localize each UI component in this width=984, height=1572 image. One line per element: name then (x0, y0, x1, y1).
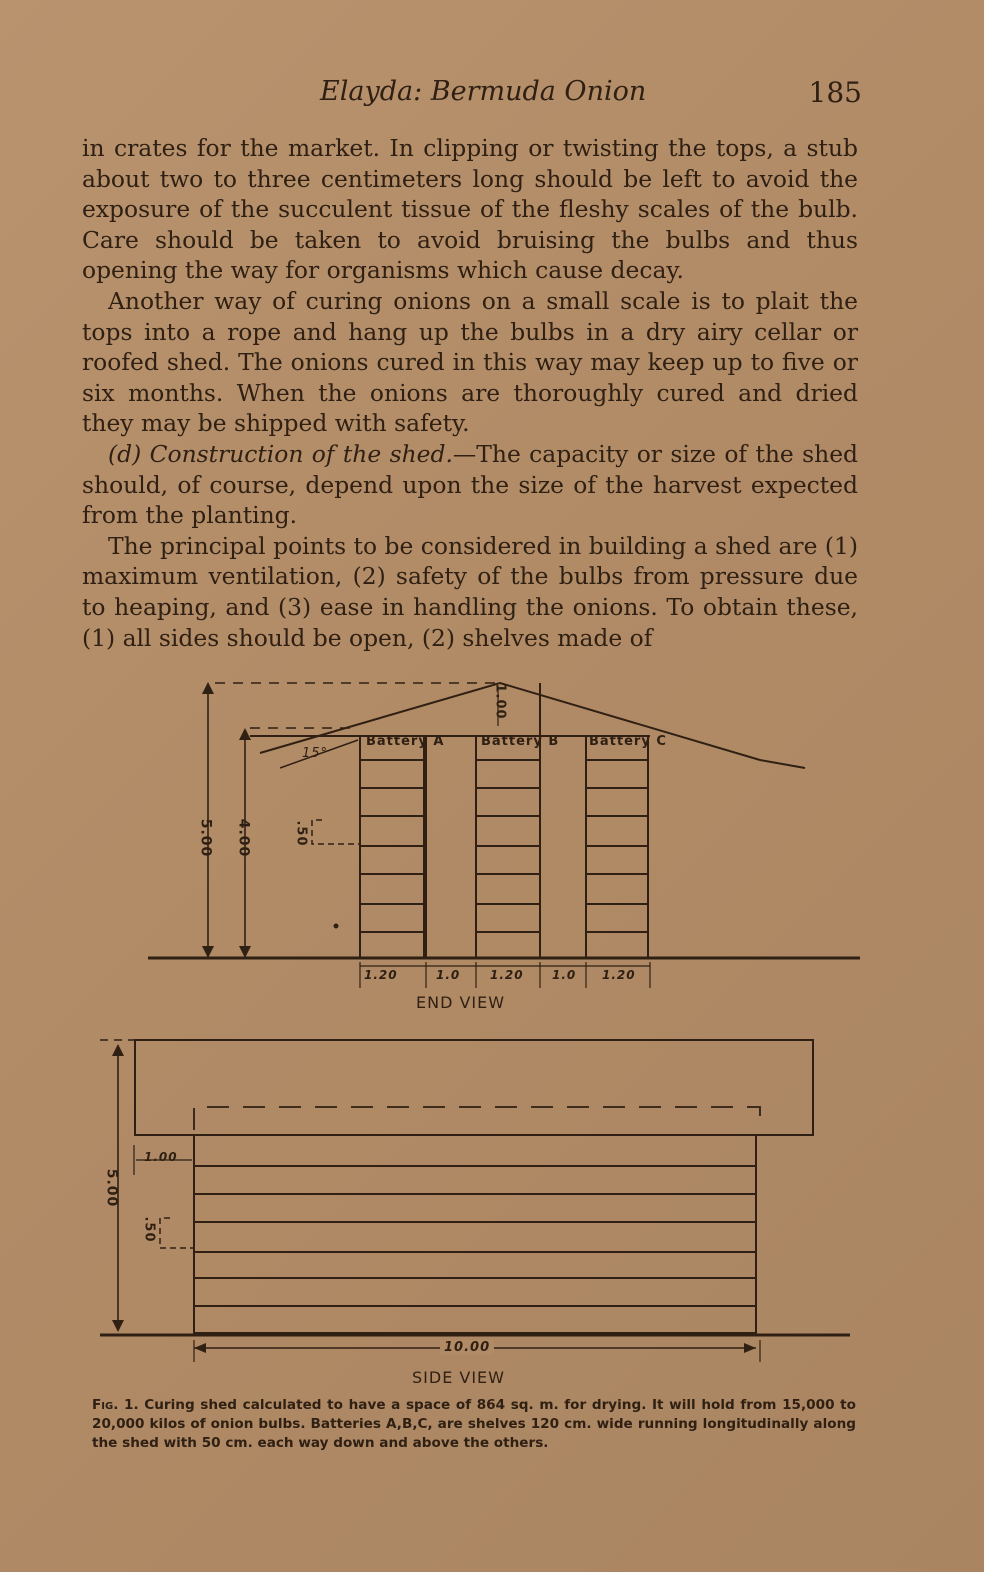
section-heading: Construction of the shed. (149, 439, 453, 468)
side-view-shelves (194, 1135, 756, 1333)
side-view-offset-label: 1.00 (144, 1150, 178, 1164)
caption-text: Curing shed calculated to have a space of 864 sq. m. for drying. It will hold from 15,000 to 20,000 kilos of onion bulbs. Batteries A,B,C, are shelves 120 cm. wide running longitudinally along the shed with 50 cm. each way down and above the others. (92, 1397, 857, 1451)
width-label-2: 1.0 (436, 968, 461, 982)
side-view-drawing (100, 1040, 850, 1362)
end-view-title: END VIEW (416, 993, 506, 1012)
figure-caption (92, 1396, 856, 1452)
width-label-3: 1.20 (490, 968, 524, 982)
paragraph-3-text: —The capacity or size of the shed should, of course, depend upon the size of the harvest expected from the planting. (82, 439, 859, 530)
page-number: 185 (808, 76, 862, 109)
battery-b-shelves (476, 736, 540, 958)
end-view-drawing (148, 682, 860, 988)
battery-a-label: Battery A (366, 734, 445, 749)
end-view-total-height-label: 5.00 (197, 818, 214, 858)
width-label-4: 1.0 (552, 968, 577, 982)
end-view-roof-overhang (760, 760, 805, 768)
side-view-shelf-spacing-label: .50 (141, 1216, 157, 1243)
side-view-title: SIDE VIEW (412, 1368, 505, 1387)
roof-rise-label: 1.00 (492, 683, 508, 720)
paragraph-4: The principal points to be considered in building a shed are (1) maximum ventilation, (2) safety of the bulbs from pressure due to heaping, and (3) ease in handling the onions. To obtain these, (1) all sides should be open, (2) shelves made of (82, 531, 858, 652)
battery-a-shelves (360, 736, 424, 958)
end-view-eave-height-label: 4.00 (235, 818, 252, 858)
figure-drawing (100, 670, 860, 1390)
section-label: (d) (108, 439, 142, 468)
curing-shed-figure (100, 670, 860, 1400)
side-view-length-label: 10.00 (440, 1340, 494, 1355)
body-text (82, 133, 858, 653)
roof-angle-label: 15° (302, 746, 329, 761)
width-label-1: 1.20 (364, 968, 398, 982)
running-title: Elayda: Bermuda Onion (320, 76, 647, 107)
page-header (82, 76, 862, 116)
side-view-shelf-spacing-bracket (160, 1218, 194, 1248)
width-label-5: 1.20 (602, 968, 636, 982)
end-view-shelf-spacing-bracket (312, 820, 360, 844)
side-view-roof (135, 1040, 813, 1135)
figure-number: Fig. 1. (92, 1397, 139, 1413)
paragraph-2: Another way of curing onions on a small scale is to plait the tops into a rope and hang up the bulbs in a dry airy cellar or roofed shed. The onions cured in this way may keep up to five or six months. When the onions are thoroughly cured and dried they may be shipped with safety. (82, 286, 858, 438)
paragraph-1: in crates for the market. In clipping or twisting the tops, a stub about two to three centimeters long should be left to avoid the exposure of the succulent tissue of the fleshy scales of the bulb. Care should be taken to avoid bruising the bulbs and thus opening the way for organisms which cause decay. (82, 134, 858, 285)
battery-b-label: Battery B (481, 734, 560, 749)
side-view-dashed-outline (194, 1107, 760, 1130)
battery-c-label: Battery C (589, 734, 667, 749)
battery-c-shelves (586, 736, 648, 958)
paragraph-3 (82, 439, 858, 531)
side-view-height-label: 5.00 (103, 1168, 120, 1208)
end-view-shelf-spacing-label: .50 (293, 820, 309, 847)
